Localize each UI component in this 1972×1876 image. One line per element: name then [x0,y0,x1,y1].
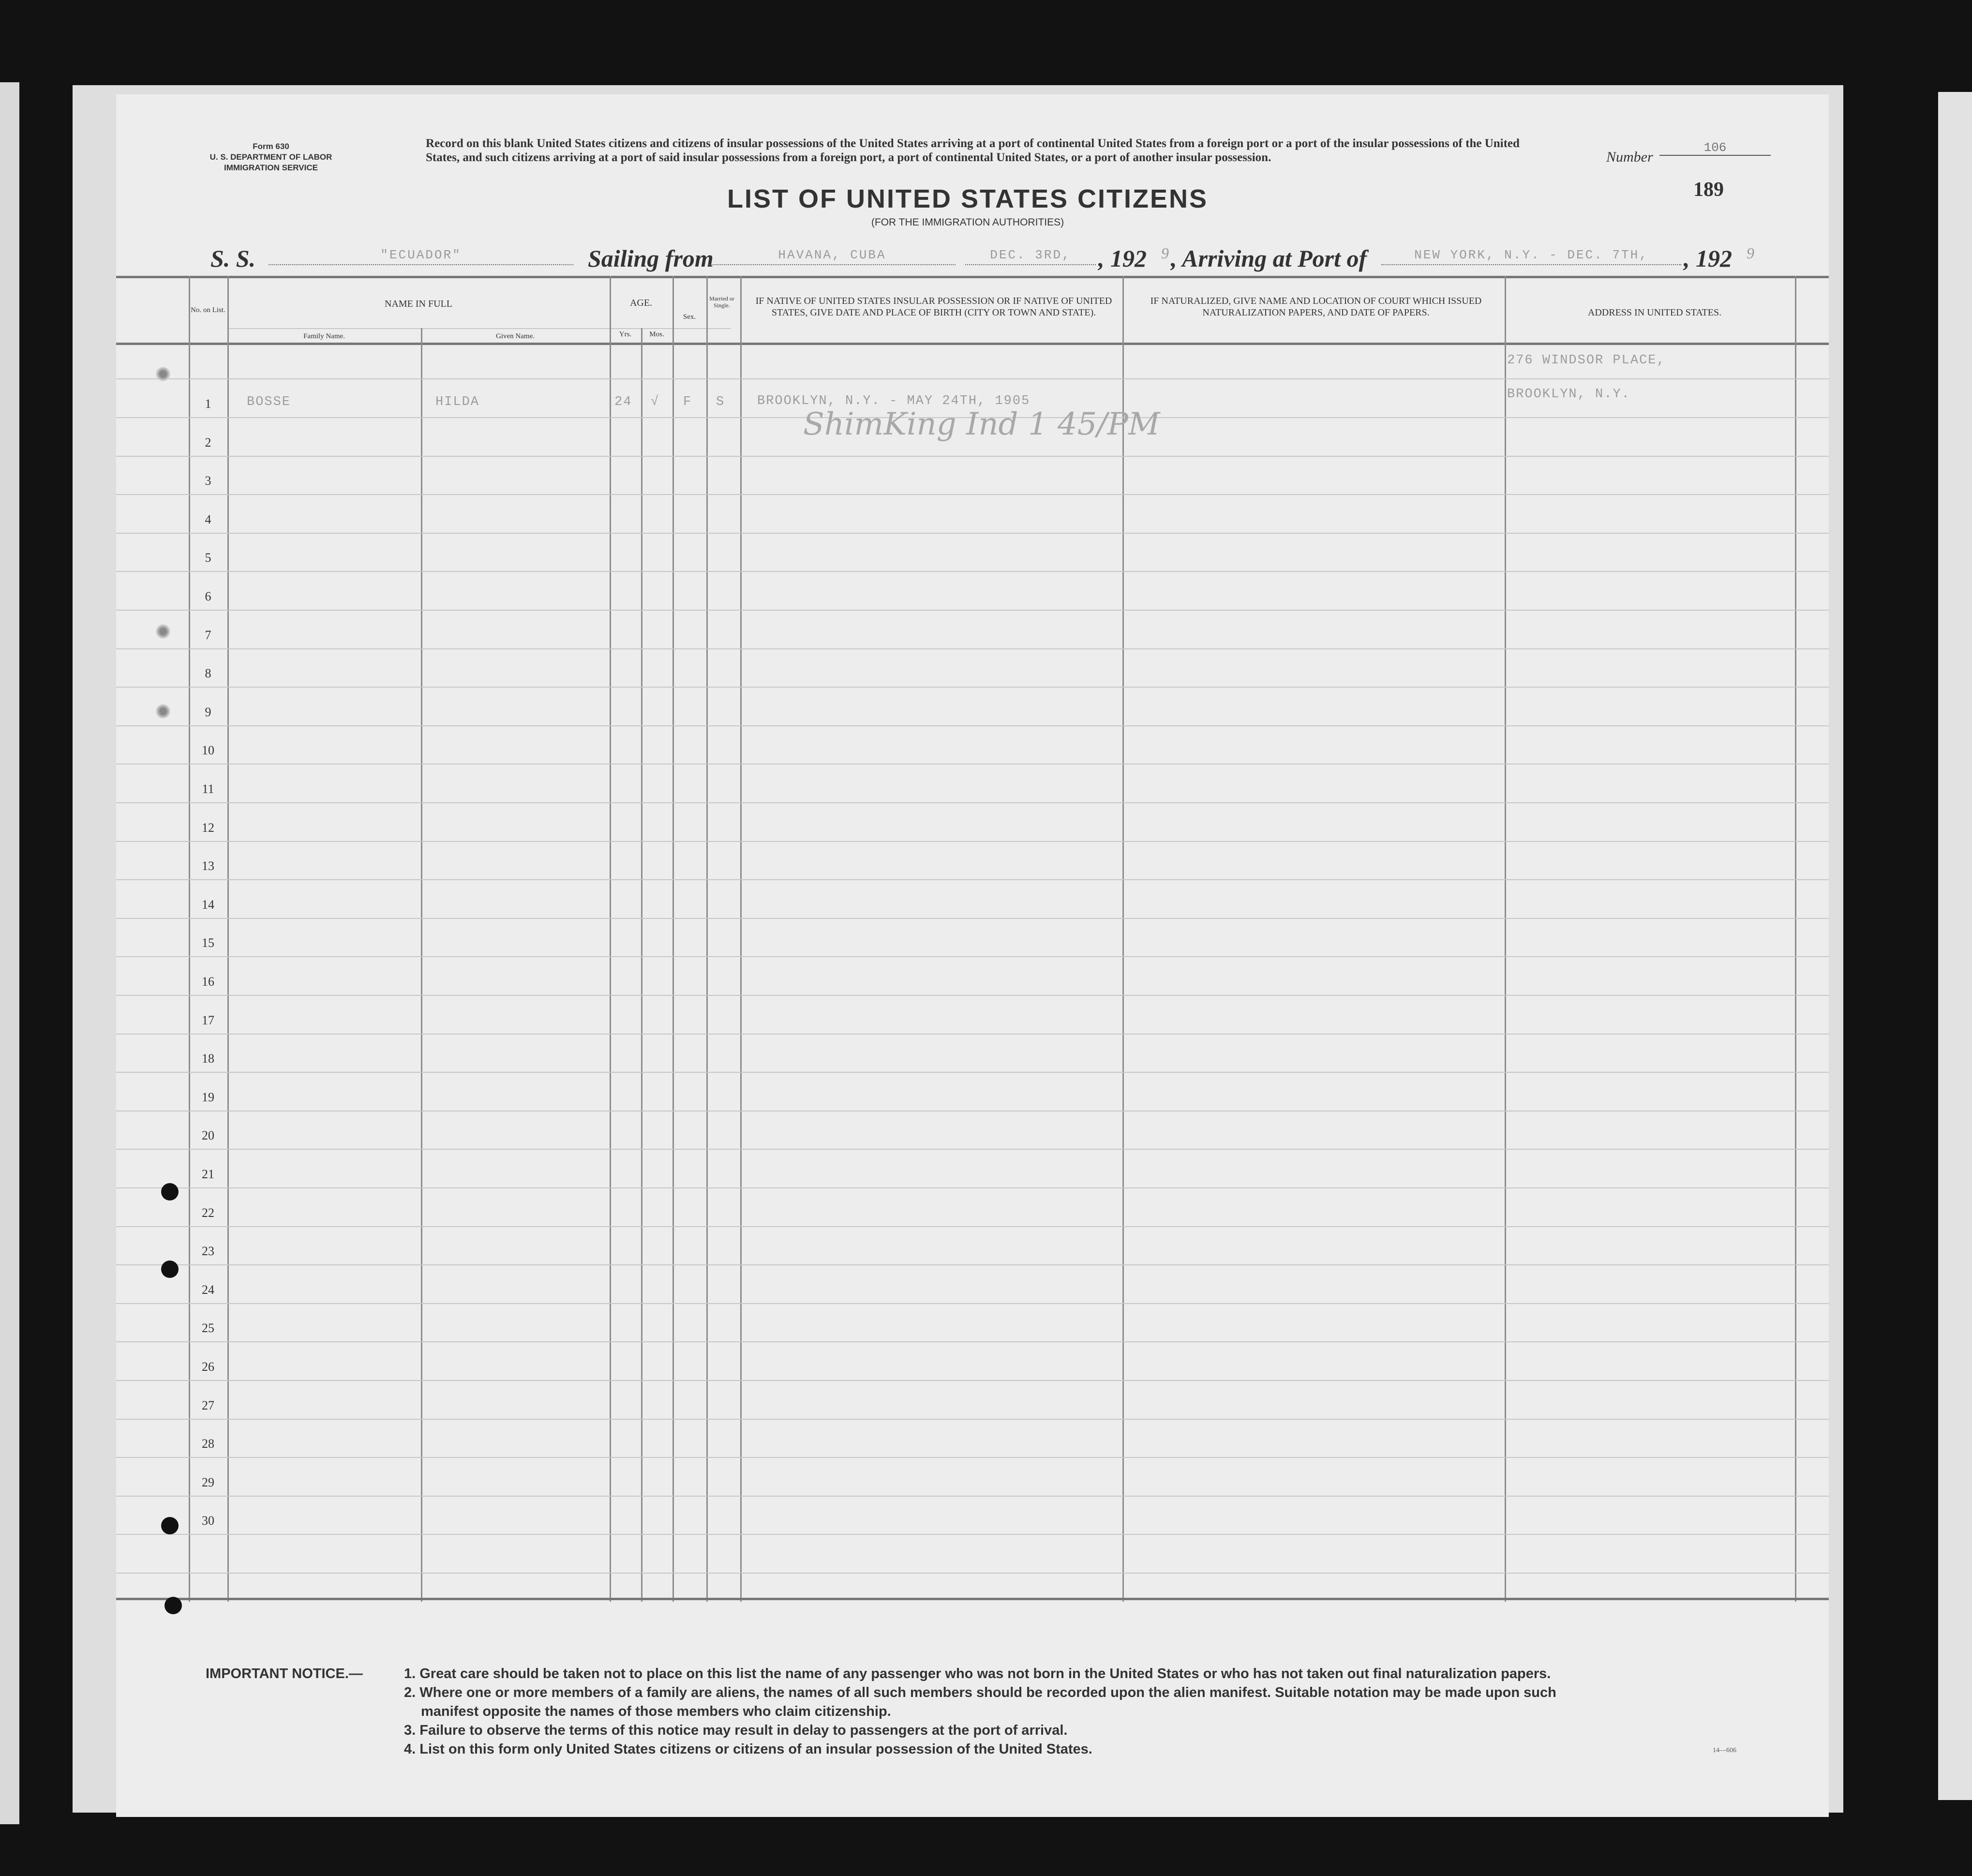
arriving-label: , Arriving at Port of [1171,245,1367,272]
col-name-header: NAME IN FULL [385,299,452,309]
right-page-edge [1938,92,1972,1800]
col-age-header: AGE. [629,298,653,308]
col-mos-header: Mos. [649,330,664,338]
vline-sex-married [706,276,708,1602]
row-line [116,1072,1829,1073]
col-no-header: No. on List. [191,306,225,314]
vline-yrs-mos [641,328,642,1602]
departure-port: HAVANA, CUBA [709,248,956,265]
table-bottom-border [116,1598,1829,1600]
col-family-header: Family Name. [303,332,345,340]
row-number: 22 [202,1205,214,1220]
row-number: 15 [202,936,214,950]
row-line [116,1303,1829,1304]
row-number: 10 [202,743,214,758]
row-number: 12 [202,820,214,835]
col-married-header: Married or Single. [709,295,734,309]
ss-label: S. S. [210,245,256,272]
row-line [116,456,1829,457]
number-label: Number [1606,149,1653,165]
year-digit-2: 9 [1747,244,1754,262]
row-line [116,610,1829,611]
entry-given-name: HILDA [435,395,480,409]
row-number: 1 [205,397,211,411]
row-number: 18 [202,1051,214,1066]
punch-hole [164,1597,182,1614]
page-title: LIST OF UNITED STATES CITIZENS [727,184,1208,213]
row-line [116,1341,1829,1342]
row-number: 9 [205,705,211,719]
vline-given-age [610,276,611,1602]
entry-birth: BROOKLYN, N.Y. - MAY 24TH, 1905 [757,394,1031,408]
row-number: 8 [205,666,211,681]
row-line [116,764,1829,765]
row-number: 23 [202,1244,214,1259]
row-number: 6 [205,589,211,603]
header-bottom-border [116,343,1829,345]
year-label-1: , 192 [1098,245,1147,272]
page-number: 189 [1693,179,1724,201]
punch-hole [161,1261,179,1278]
row-line [116,687,1829,688]
col-sex-header: Sex. [683,313,696,321]
row-number: 19 [202,1090,214,1104]
table-top-border [116,276,1829,278]
vline-married-native [740,276,742,1602]
row-line [116,1380,1829,1381]
row-line [116,1149,1829,1150]
row-number: 28 [202,1437,214,1451]
notice-item-1: 1. Great care should be taken not to place on this list the name of any passenger who was not born in the United States or who has not taken out final naturalization papers. [404,1666,1551,1681]
form-description: Record on this blank United States citizens and citizens of insular possessions of the United States arriving at a port of continental United States from a foreign port or a port of the insular possessions of the United States, and such citizens arriving at a port of said insular possessions from a foreign port, a port of continental United States, or a port of another insular possession. [426,137,1520,164]
entry-age-years: 24 [614,395,632,409]
row-number: 2 [205,435,211,450]
row-number: 21 [202,1167,214,1181]
service-label: IMMIGRATION SERVICE [224,163,318,172]
sailing-from-label: Sailing from [588,245,714,272]
notice-item-4: 4. List on this form only United States citizens or citizens of an insular possession of the United States. [404,1741,1092,1757]
row-number: 3 [205,474,211,488]
col-given-header: Given Name. [496,332,535,340]
notice-item-3: 3. Failure to observe the terms of this notice may result in delay to passengers at the port of arrival. [404,1723,1068,1738]
row-line [116,918,1829,919]
passenger-table [116,276,1829,1602]
form-code: 14—606 [1713,1747,1736,1754]
row-number: 17 [202,1013,214,1027]
entry-address-line1: 276 WINDSOR PLACE, [1507,353,1666,368]
row-number: 25 [202,1321,214,1336]
row-line [116,1034,1829,1035]
vline-no-left [189,276,190,1602]
subheader-line [227,328,731,329]
form-agency-block [174,141,368,173]
row-line [116,1534,1829,1535]
notice-item-2-cont: manifest opposite the names of those members who claim citizenship. [421,1704,891,1719]
vline-address-right [1795,276,1796,1602]
faint-hole [156,704,170,719]
entry-age-months: √ [651,395,660,409]
row-line [116,802,1829,803]
vline-family-given [421,328,422,1602]
row-line [116,956,1829,957]
row-line [116,1264,1829,1265]
col-address-header: ADDRESS IN UNITED STATES. [1587,307,1722,318]
row-line [116,725,1829,726]
row-number: 20 [202,1128,214,1143]
row-line [116,648,1829,649]
row-line [116,995,1829,996]
departure-date: DEC. 3RD, [965,248,1096,265]
number-value: 106 [1659,140,1771,156]
row-number: 16 [202,975,214,989]
vline-age-sex [672,276,674,1602]
entry-family-name: BOSSE [247,395,291,409]
notice-item-2: 2. Where one or more members of a family are aliens, the names of all such members should be recorded upon the alien manifest. Suitable notation may be made upon such [404,1685,1556,1700]
row-line [116,1496,1829,1497]
row-number: 5 [205,551,211,565]
row-number: 27 [202,1398,214,1412]
ship-name: "ECUADOR" [269,248,573,265]
row-line [116,533,1829,534]
left-page-edge [0,82,19,1824]
handwritten-note: ShimKing Ind 1 45/PM [803,406,1160,442]
notice-title: IMPORTANT NOTICE.— [206,1666,363,1681]
entry-marital: S [716,395,725,409]
row-line [116,1573,1829,1574]
row-line [116,1457,1829,1458]
col-yrs-header: Yrs. [619,330,632,338]
row-line [116,1187,1829,1188]
row-number: 29 [202,1475,214,1489]
entry-address-line2: BROOKLYN, N.Y. [1507,387,1630,402]
row-number: 13 [202,859,214,873]
row-number: 30 [202,1514,214,1528]
form-number-label: Form 630 [253,142,289,151]
col-native-header: IF NATIVE OF UNITED STATES INSULAR POSSESSION OR IF NATIVE OF UNITED STATES, GIVE DATE AND PLACE OF BIRTH (CITY OR TOWN AND STATE). [755,296,1112,318]
entry-sex: F [683,395,692,409]
year-digit-1: 9 [1161,244,1169,262]
faint-hole [156,624,170,639]
row-number: 11 [202,782,214,796]
vline-native-naturalized [1122,276,1124,1602]
vline-no-right [227,276,229,1602]
row-line [116,841,1829,842]
vline-naturalized-address [1505,276,1506,1602]
punch-hole [161,1183,179,1201]
faint-hole [156,367,170,381]
row-line [116,1419,1829,1420]
punch-hole [161,1517,179,1534]
row-line [116,879,1829,880]
page-subtitle: (FOR THE IMMIGRATION AUTHORITIES) [871,217,1064,228]
department-label: U. S. DEPARTMENT OF LABOR [209,152,332,162]
row-number: 24 [202,1282,214,1297]
row-number: 7 [205,628,211,642]
col-naturalized-header: IF NATURALIZED, GIVE NAME AND LOCATION OF COURT WHICH ISSUED NATURALIZATION PAPERS, AND DATE OF PAPERS. [1150,296,1482,318]
row-line [116,1226,1829,1227]
row-line [116,494,1829,495]
year-label-2: , 192 [1684,245,1732,272]
row-number: 14 [202,897,214,912]
arrival-port: NEW YORK, N.Y. - DEC. 7TH, [1381,248,1681,265]
row-number: 26 [202,1360,214,1374]
row-line [116,571,1829,572]
row-number: 4 [205,512,211,526]
row-line [116,378,1829,379]
